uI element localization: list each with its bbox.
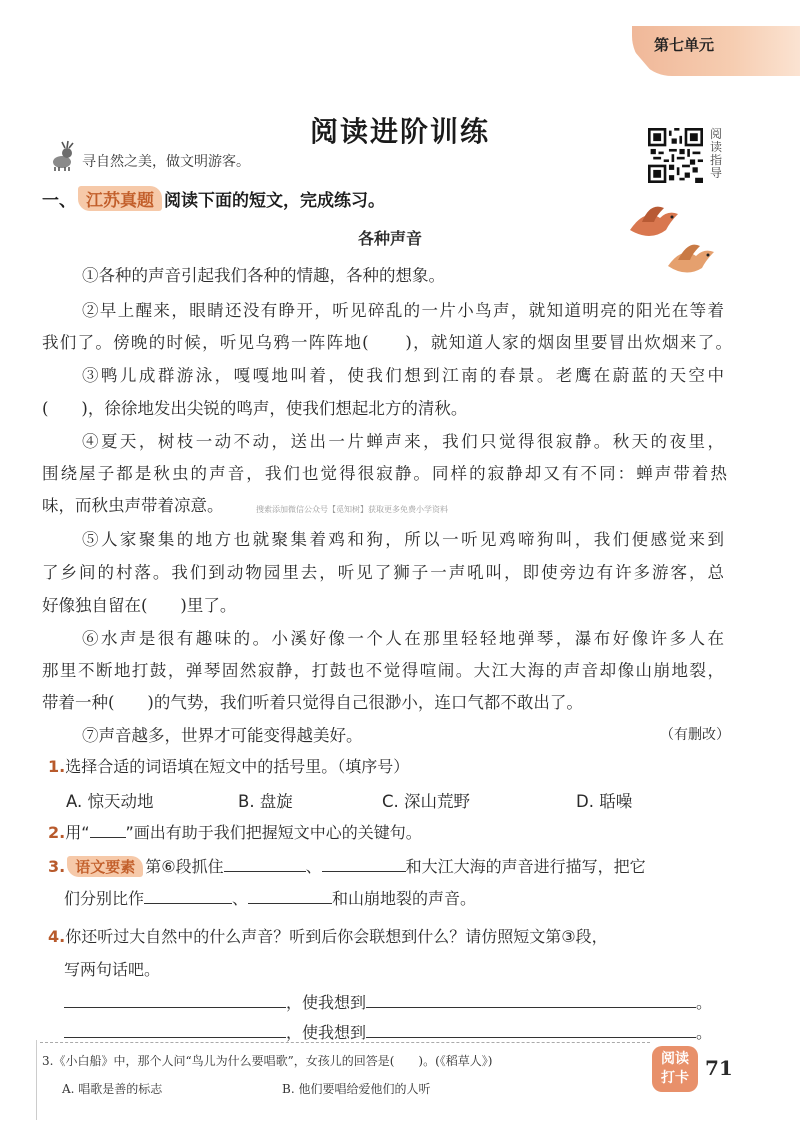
passage-line: ④夏天，树枝一动不动，送出一片蝉声来，我们只觉得很寂静。秋天的夜里，	[82, 432, 724, 451]
question-text: 和山崩地裂的声音。	[332, 889, 477, 908]
section1-heading	[42, 186, 385, 211]
intro-slogan: 寻自然之美，做文明游客。	[82, 154, 250, 170]
answer-blank[interactable]	[224, 871, 306, 872]
qr-side-label: 阅读指导	[710, 127, 723, 180]
period: 。	[696, 1023, 713, 1042]
question-text: 你还听过大自然中的什么声音？听到后你会联想到什么？请仿照短文第③段，	[65, 927, 608, 946]
passage-line: ⑤人家聚集的地方也就聚集着鸡和狗，所以一听见鸡啼狗叫，我们便感觉来到	[82, 530, 724, 549]
answer-blank[interactable]	[64, 1037, 286, 1038]
question-4	[48, 924, 608, 947]
section1-instruction: 阅读下面的短文，完成练习。	[164, 191, 385, 211]
question-text: 第⑥段抓住	[145, 857, 224, 876]
passage-line: ⑥水声是很有趣味的。小溪好像一个人在那里轻轻地弹琴，瀑布好像许多人在	[82, 629, 724, 648]
passage-line: 了乡间的村落。我们到动物园里去，听见了狮子一声吼叫，即使旁边有许多游客，总	[42, 563, 724, 582]
question-1	[48, 754, 409, 777]
question-text: 们分别比作	[64, 889, 145, 908]
passage-line: ③鸭儿成群游泳，嘎嘎地叫着，使我们想到江南的春景。老鹰在蔚蓝的天空中	[82, 366, 724, 385]
answer-blank[interactable]	[366, 1037, 696, 1038]
footer-divider	[40, 1042, 650, 1043]
question-number: 2.	[48, 823, 66, 842]
reading-checkin-badge[interactable]	[652, 1046, 698, 1092]
badge-line: 打卡	[661, 1070, 689, 1086]
answer-blank[interactable]	[366, 1007, 696, 1008]
underline-sample	[90, 837, 126, 838]
option-d: D. 聒噪	[576, 792, 633, 811]
question-number: 3.	[48, 857, 66, 876]
margin-line	[36, 1040, 37, 1120]
separator: 、	[305, 857, 322, 876]
question-3-line2	[64, 886, 476, 909]
passage-line: 围绕屋子都是秋虫的声音，我们也觉得很寂静。同样的寂静却又有不同：蝉声带着热	[42, 464, 727, 483]
passage-line: ①各种的声音引起我们各种的情趣，各种的想象。	[82, 266, 445, 285]
section1-prefix: 一、	[42, 191, 76, 211]
passage-line: ( )，徐徐地发出尖锐的鸣声，使我们想起北方的清秋。	[42, 399, 468, 418]
badge-line: 阅读	[661, 1051, 689, 1067]
footer-question: 3.《小白船》中，那个人问“鸟儿为什么要唱歌”，女孩儿的回答是( )。(《稻草人》)	[42, 1054, 493, 1068]
question-text: 选择合适的词语填在短文中的括号里。（填序号）	[65, 757, 410, 776]
passage-line: ⑦声音越多，世界才可能变得越美好。	[82, 726, 363, 745]
source-tag: 江苏真题	[78, 186, 162, 211]
question-4-line2: 写两句话吧。	[64, 960, 161, 979]
question-number: 1.	[48, 757, 66, 776]
question-3	[48, 854, 646, 877]
footer-option-a: A. 唱歌是善的标志	[62, 1082, 163, 1096]
watermark: 搜索添加微信公众号【觅知树】获取更多免费小学资料	[256, 505, 448, 514]
passage-line: 我们了。傍晚的时候，听见乌鸦一阵阵地( )，就知道人家的烟囱里要冒出炊烟来了。	[42, 333, 732, 352]
option-a: A. 惊天动地	[66, 792, 154, 811]
answer-blank[interactable]	[248, 903, 332, 904]
writing-line-1	[64, 990, 712, 1013]
passage-line: 好像独自留在( )里了。	[42, 596, 237, 615]
passage-line: 味，而秋虫声带着凉意。	[42, 496, 224, 515]
prompt-text: ，使我想到	[286, 993, 367, 1012]
period: 。	[696, 993, 713, 1012]
footer-option-b: B. 他们要唱给爱他们的人听	[282, 1082, 431, 1096]
abridged-note: （有删改）	[660, 727, 730, 743]
prompt-text: ，使我想到	[286, 1023, 367, 1042]
writing-line-2	[64, 1020, 712, 1043]
qr-code-icon[interactable]	[648, 128, 703, 183]
answer-blank[interactable]	[64, 1007, 286, 1008]
question-text: ”画出有助于我们把握短文中心的关键句。	[125, 823, 422, 842]
answer-blank[interactable]	[322, 871, 406, 872]
page-title: 阅读进阶训练	[309, 115, 490, 148]
question-2	[48, 820, 422, 843]
literacy-tag: 语文要素	[67, 856, 143, 877]
option-c: C. 深山荒野	[382, 792, 471, 811]
passage-line: 带着一种( )的气势，我们听着只觉得自己很渺小，连口气都不敢出了。	[42, 693, 583, 712]
question-text: 用“	[65, 823, 90, 842]
unit-label: 第七单元	[654, 36, 715, 54]
question-text: 和大江大海的声音进行描写，把它	[405, 857, 646, 876]
option-b: B. 盘旋	[238, 792, 293, 811]
deer-mascot-icon	[46, 140, 78, 172]
separator: 、	[232, 889, 249, 908]
passage-line: ②早上醒来，眼睛还没有睁开，听见碎乱的一片小鸟声，就知道明亮的阳光在等着	[82, 301, 724, 320]
answer-blank[interactable]	[144, 903, 232, 904]
question-number: 4.	[48, 927, 66, 946]
passage-line: 那里不断地打鼓，弹琴固然寂静，打鼓也不觉得喧闹。大江大海的声音却像山崩地裂，	[42, 661, 724, 680]
page-number: 71	[705, 1056, 733, 1080]
passage-title: 各种声音	[357, 229, 422, 248]
